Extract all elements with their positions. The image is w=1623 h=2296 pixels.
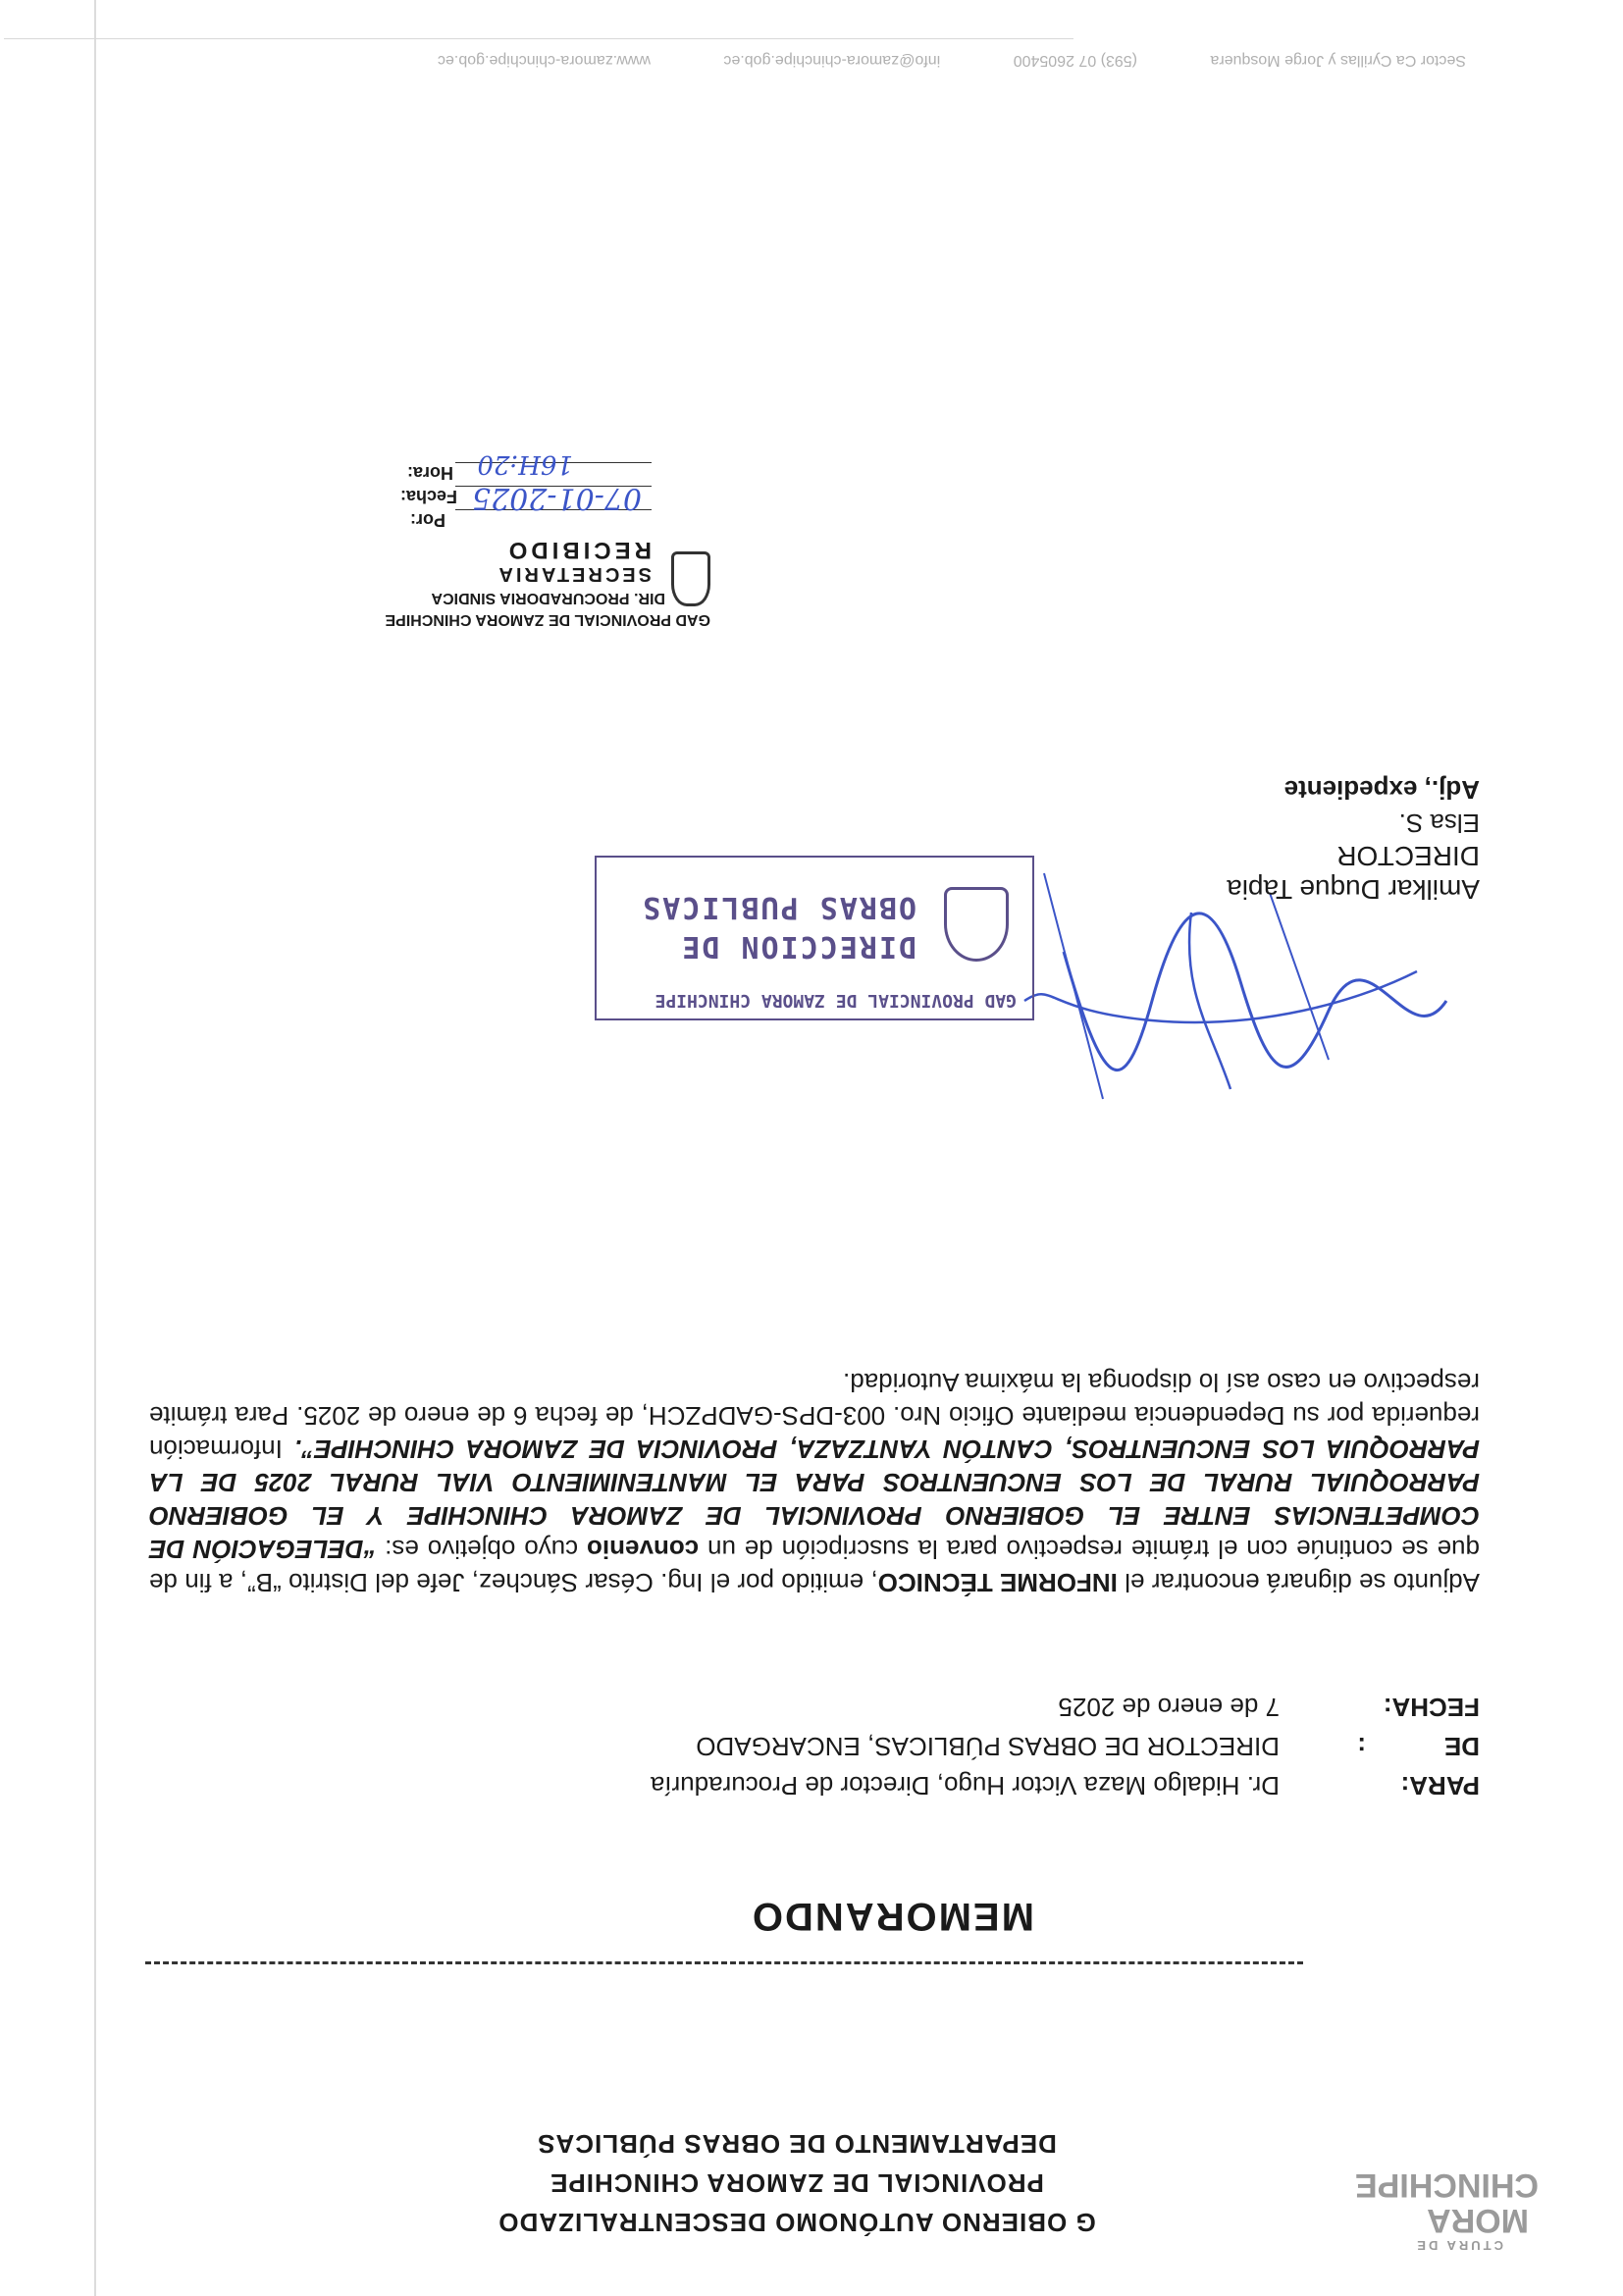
para-value: Dr. Hidalgo Maza Victor Hugo, Director de Procuraduría — [650, 1771, 1280, 1800]
footer-web: www.zamora-chinchipe.gob.ec — [437, 52, 651, 69]
stamp-recibido-line3: SECRETARIA — [496, 563, 652, 585]
body-text-1: Adjunto se dignará encontrar el — [1117, 1568, 1480, 1597]
body-text-3: cuyo objetivo es: — [376, 1535, 588, 1564]
signer-name: Amilkar Duque Tapia — [1227, 874, 1480, 905]
de-colon: : — [1357, 1732, 1366, 1761]
fecha-label: FECHA: — [1383, 1693, 1480, 1722]
body-text-2: , emitido por el Ing. César Sánchez, Jefe del Distrito “B”, a fin de que se continúe con el trámite respectivo para la suscripción de un — [148, 1535, 1480, 1597]
footer-phone: (593) 07 2605400 — [1013, 52, 1137, 69]
de-label: DE — [1443, 1732, 1480, 1761]
handwritten-receipt-time: 16H:20 — [477, 449, 573, 479]
body-text-4: Información requerida por su Dependencia mediante Oficio Nro. 003-DPS-GADPZCH, de fecha 6 de enero de 2025. Para trámite respectivo en caso así lo disponga la máxima Autoridad. — [149, 1368, 1480, 1464]
stamp-emblem-icon — [944, 887, 1009, 962]
body-bold-objetivo: “DELEGACIÓN DE COMPETENCIAS ENTRE EL GOBIERNO PROVINCIAL DE ZAMORA CHINCHIPE Y EL GOBIERNO PARROQUIAL RURAL DE LOS ENCUENTROS PARA EL MANTENIMIENTO VIAL RURAL 2025 DE LA PARROQUIA LOS ENCUENTROS, CANTÓN YANTZAZA, PROVINCIA DE ZAMORA CHINCHIPE”. — [149, 1435, 1480, 1564]
footer-rule — [4, 38, 1073, 39]
stamp-fecha-label: Fecha: — [399, 487, 457, 506]
attachment-note: Adj., expediente — [1283, 775, 1480, 805]
body-bold-convenio: convenio — [587, 1535, 700, 1564]
para-label: PARA: — [1400, 1771, 1480, 1800]
de-value: DIRECTOR DE OBRAS PÚBLICAS, ENCARGADO — [696, 1732, 1280, 1761]
stamp-obras-line3: OBRAS PUBLICAS — [641, 890, 916, 924]
typist-initials: Elsa S. — [1398, 809, 1480, 838]
stamp-recibido-line4: RECIBIDO — [504, 537, 652, 563]
footer-address: Sector Ca Cyrillas y Jorge Mosquera — [1210, 52, 1466, 69]
header-line-2: PROVINCIAL DE ZAMORA CHINCHIPE — [550, 2168, 1044, 2198]
header-divider — [145, 1961, 1303, 1964]
stamp-obras-line2: DIRECCION DE — [680, 929, 916, 964]
page-footer — [112, 51, 1466, 69]
stamp-por-label: Por: — [410, 510, 445, 530]
stamp-recibido-line2: DIR. PROCURADORIA SINDICA — [431, 590, 665, 606]
signer-role: DIRECTOR — [1336, 841, 1480, 871]
fecha-value: 7 de enero de 2025 — [1058, 1693, 1280, 1722]
header-line-3: DEPARTAMENTO DE OBRAS PÚBLICAS — [537, 2129, 1057, 2159]
memo-body — [149, 1366, 1480, 1599]
stamp-recibido-emblem-icon — [671, 551, 710, 606]
institution-logo — [1313, 2145, 1539, 2253]
body-bold-informe: INFORME TÉCNICO — [877, 1568, 1118, 1597]
header-line-1: G OBIERNO AUTÓNOMO DESCENTRALIZADO — [497, 2208, 1096, 2237]
logo-text-line2: CHINCHIPE — [1354, 2166, 1539, 2204]
logo-small-text: CTURA DE — [1414, 2238, 1503, 2253]
institution-header — [355, 2124, 1238, 2242]
stamp-obras-line1: GAD PROVINCIAL DE ZAMORA CHINCHIPE — [654, 990, 1017, 1011]
obras-publicas-stamp — [595, 856, 1034, 1020]
stamp-hora-label: Hora: — [406, 463, 453, 483]
logo-text-line1: MORA — [1427, 2202, 1529, 2239]
stamp-recibido-line1: GAD PROVINCIAL DE ZAMORA CHINCHIPE — [385, 611, 710, 628]
handwritten-receipt-date: 07-01-2025 — [472, 481, 642, 515]
scan-margin-line — [94, 0, 96, 2296]
memo-title: MEMORANDO — [750, 1895, 1034, 1938]
footer-email: info@zamora-chinchipe.gob.ec — [723, 52, 941, 69]
